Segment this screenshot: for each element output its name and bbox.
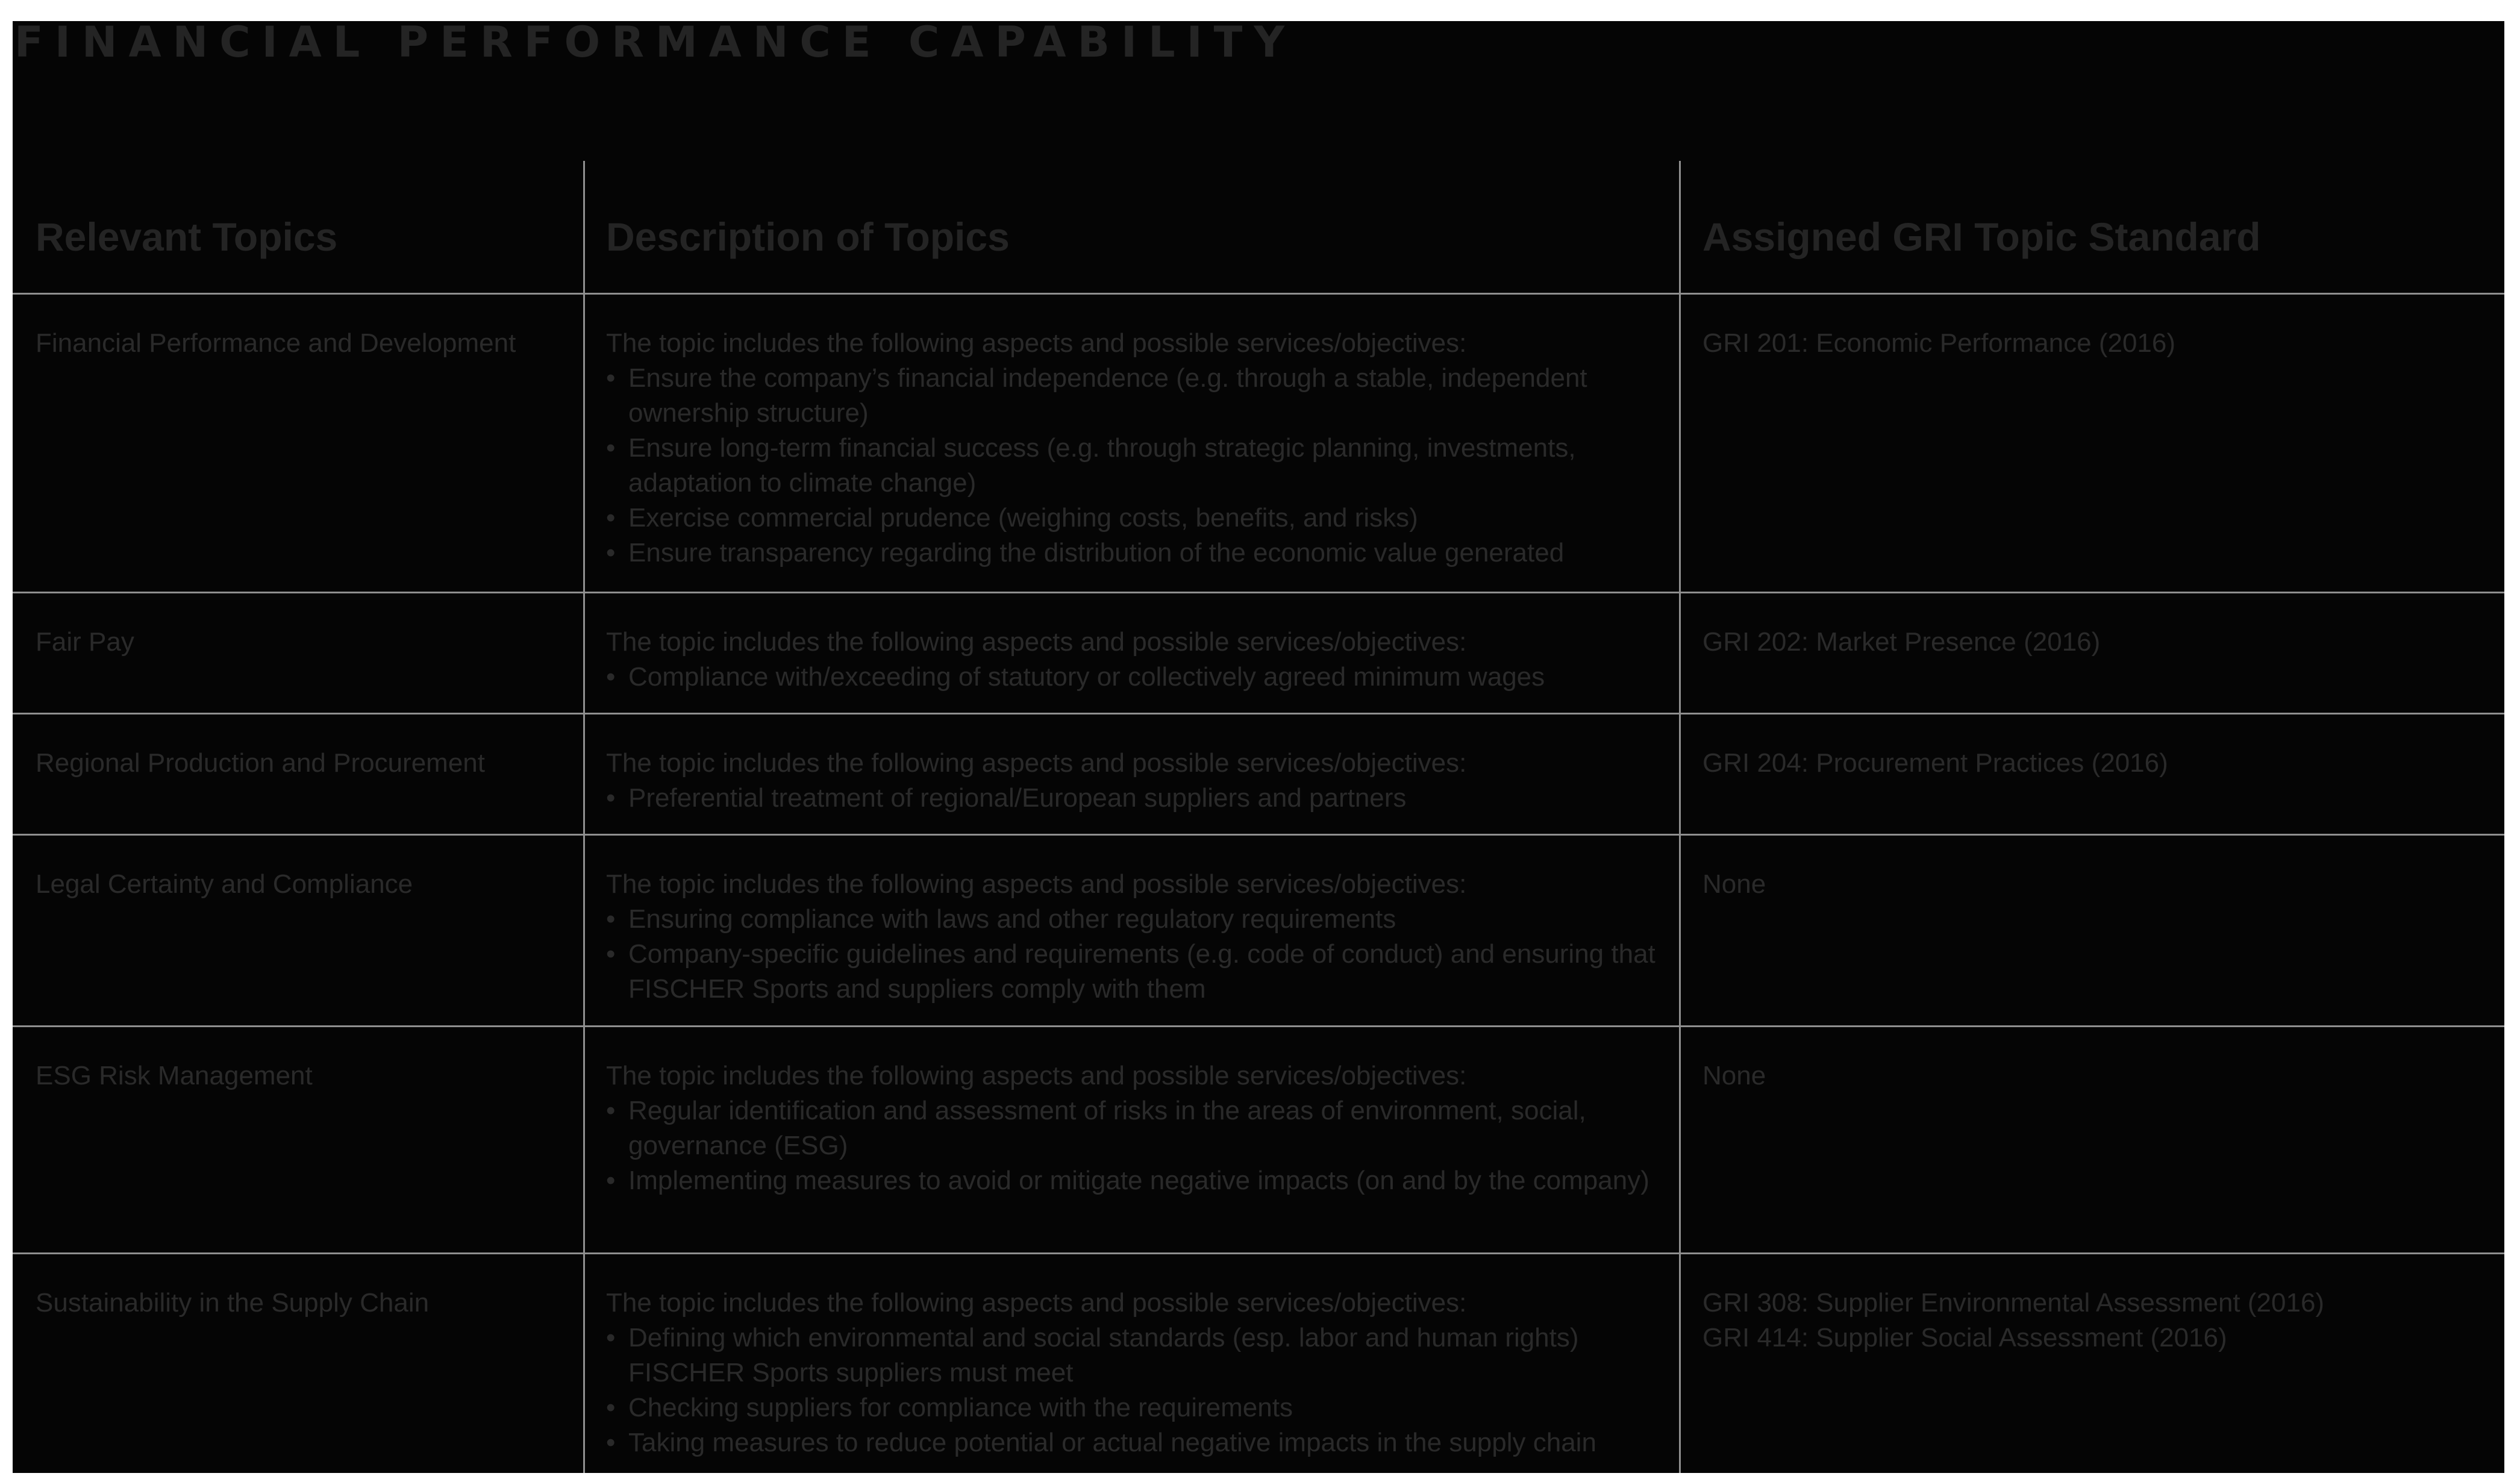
- description-intro: The topic includes the following aspects and possible services/objectives:: [606, 627, 1467, 657]
- description-intro: The topic includes the following aspects and possible services/objectives:: [606, 1288, 1467, 1318]
- description-intro: The topic includes the following aspects and possible services/objectives:: [606, 869, 1467, 899]
- bullet-item: • Preferential treatment of regional/European suppliers and partners: [606, 781, 1670, 816]
- bullet-list: [606, 361, 1670, 571]
- section-title: FINANCIAL PERFORMANCE CAPABILITY: [14, 17, 1296, 67]
- description-cell: [606, 1058, 1670, 1198]
- gri-standard-cell: [1702, 326, 2175, 361]
- gri-standard-cell: [1702, 746, 2168, 781]
- bullet-item: • Taking measures to reduce potential or actual negative impacts in the supply chain: [606, 1425, 1670, 1460]
- gri-standard-cell: [1702, 867, 1766, 902]
- gri-standard: GRI 308: Supplier Environmental Assessment (2016): [1702, 1288, 2325, 1318]
- row-divider: [13, 1025, 2504, 1027]
- description-cell: [606, 746, 1670, 816]
- row-divider: [13, 1252, 2504, 1254]
- gri-standard-cell: [1702, 1286, 2324, 1355]
- column-divider-1: [583, 161, 585, 1473]
- gri-standard: GRI 414: Supplier Social Assessment (2016): [1702, 1323, 2227, 1352]
- gri-standard: None: [1702, 869, 1766, 899]
- bullet-item: • Implementing measures to avoid or mitigate negative impacts (on and by the company): [606, 1163, 1670, 1198]
- row-divider: [13, 834, 2504, 836]
- gri-standard: GRI 204: Procurement Practices (2016): [1702, 748, 2168, 778]
- header-gri-topic-standard: Assigned GRI Topic Standard: [1702, 214, 2261, 259]
- gri-standard: GRI 201: Economic Performance (2016): [1702, 328, 2176, 358]
- bullet-item: • Ensure transparency regarding the distribution of the economic value generated: [606, 536, 1670, 571]
- bullet-list: [606, 1321, 1670, 1460]
- header-relevant-topics: Relevant Topics: [36, 214, 338, 259]
- column-divider-2: [1679, 161, 1681, 1473]
- row-divider: [13, 713, 2504, 714]
- topic-cell: Regional Production and Procurement: [36, 748, 486, 778]
- topic-cell: Sustainability in the Supply Chain: [36, 1288, 430, 1318]
- description-cell: [606, 867, 1670, 1007]
- description-intro: The topic includes the following aspects and possible services/objectives:: [606, 748, 1467, 778]
- gri-topics-panel: [13, 17, 2504, 1473]
- header-description-of-topics: Description of Topics: [606, 214, 1010, 259]
- bullet-item: • Ensuring compliance with laws and other regulatory requirements: [606, 902, 1670, 937]
- bullet-list: [606, 781, 1670, 816]
- description-intro: The topic includes the following aspects and possible services/objectives:: [606, 1061, 1467, 1090]
- description-cell: [606, 326, 1670, 571]
- bullet-item: • Defining which environmental and social standards (esp. labor and human rights) FISCHER Sports suppliers must meet: [606, 1321, 1670, 1390]
- bullet-item: • Exercise commercial prudence (weighing costs, benefits, and risks): [606, 501, 1670, 536]
- header-divider: [13, 293, 2504, 295]
- bullet-list: [606, 660, 1670, 695]
- bullet-list: [606, 902, 1670, 1007]
- description-cell: [606, 1286, 1670, 1460]
- bullet-item: • Compliance with/exceeding of statutory or collectively agreed minimum wages: [606, 660, 1670, 695]
- bullet-list: [606, 1093, 1670, 1198]
- gri-standard-cell: [1702, 625, 2100, 660]
- bullet-item: • Regular identification and assessment of risks in the areas of environment, social, governance (ESG): [606, 1093, 1670, 1163]
- bullet-item: • Ensure the company’s financial independence (e.g. through a stable, independent ownership structure): [606, 361, 1670, 431]
- gri-standard-cell: [1702, 1058, 1766, 1093]
- topic-cell: Legal Certainty and Compliance: [36, 869, 413, 899]
- gri-standard: None: [1702, 1061, 1766, 1090]
- bullet-item: • Ensure long-term financial success (e.g. through strategic planning, investments, adaptation to climate change): [606, 431, 1670, 501]
- description-intro: The topic includes the following aspects and possible services/objectives:: [606, 328, 1467, 358]
- bullet-item: • Company-specific guidelines and requirements (e.g. code of conduct) and ensuring that FISCHER Sports and suppliers comply with them: [606, 937, 1670, 1007]
- topic-cell: Fair Pay: [36, 627, 134, 657]
- topic-cell: Financial Performance and Development: [36, 328, 516, 358]
- row-divider: [13, 592, 2504, 593]
- topic-cell: ESG Risk Management: [36, 1061, 313, 1090]
- description-cell: [606, 625, 1670, 695]
- gri-standard: GRI 202: Market Presence (2016): [1702, 627, 2101, 657]
- bullet-item: • Checking suppliers for compliance with the requirements: [606, 1390, 1670, 1425]
